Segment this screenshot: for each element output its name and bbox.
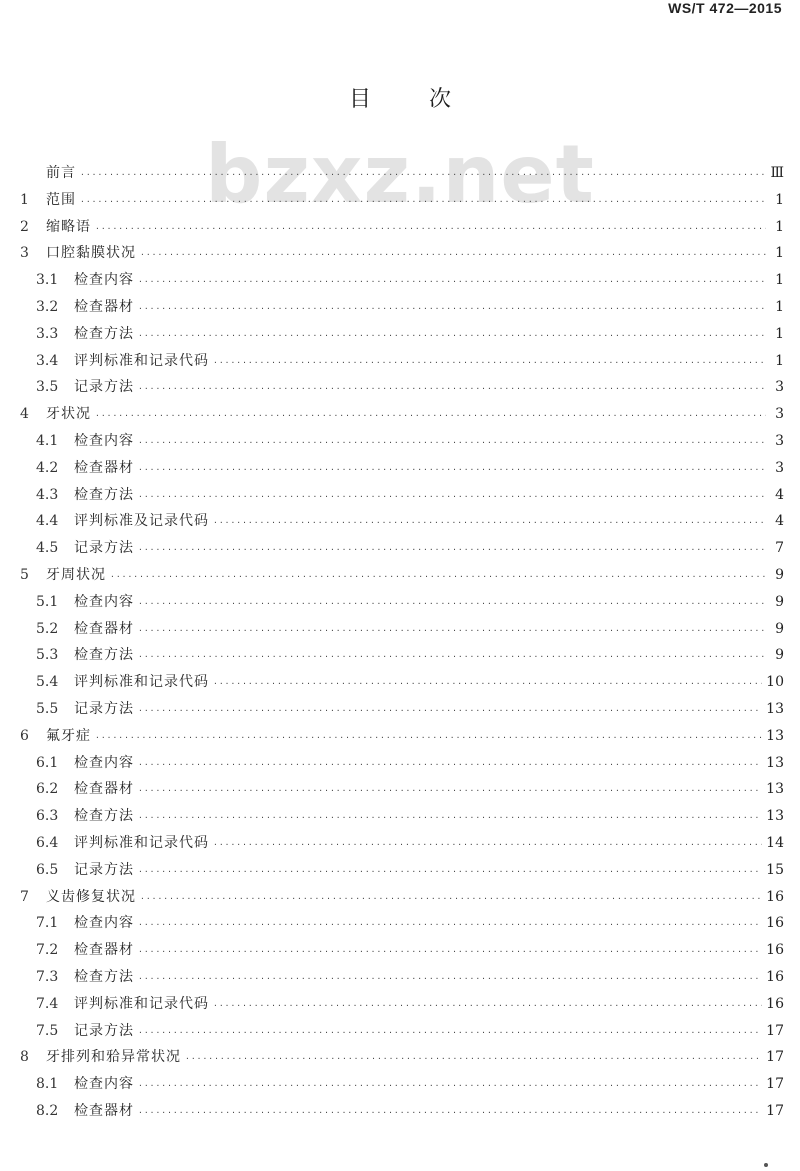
toc-entry-number: 4.1 [36, 432, 59, 449]
toc-entry-label: 检查方法 [74, 486, 134, 503]
toc-entry[interactable] [20, 589, 784, 616]
toc-entry-page: 16 [766, 888, 784, 905]
toc-entry-label: 记录方法 [74, 700, 134, 717]
toc-entry-number: 6.2 [36, 781, 59, 798]
toc-entry-page: 16 [766, 942, 784, 959]
toc-entry-label: 口腔黏膜状况 [46, 245, 136, 262]
toc-entry[interactable] [20, 187, 784, 214]
toc-entry-page: 3 [775, 406, 784, 423]
toc-dot-leader [138, 805, 762, 831]
toc-entry[interactable] [20, 937, 784, 964]
toc-entry-number: 7.5 [36, 1022, 59, 1039]
toc-entry-label: 检查内容 [74, 1076, 134, 1093]
toc-entry-page: 13 [766, 781, 784, 798]
toc-entry[interactable] [20, 455, 784, 482]
toc-dot-leader [138, 323, 766, 349]
toc-entry-label: 检查器材 [74, 942, 134, 959]
toc-entry-number: 5.4 [36, 674, 59, 691]
toc-entry-label: 记录方法 [74, 379, 134, 396]
toc-entry-number: 6.4 [36, 834, 59, 851]
toc-entry[interactable] [20, 884, 784, 911]
toc-entry[interactable] [20, 482, 784, 509]
toc-entry-label: 前言 [46, 165, 76, 181]
toc-entry[interactable] [20, 562, 784, 589]
toc-entry-page: 3 [775, 432, 784, 449]
toc-entry-number: 5.1 [36, 593, 59, 610]
toc-entry[interactable] [20, 1098, 784, 1125]
toc-entry-label: 检查方法 [74, 968, 134, 985]
toc-entry-number: 5.2 [36, 620, 59, 637]
toc-entry-number: 2 [20, 218, 29, 235]
toc-entry-label: 范围 [46, 191, 76, 208]
toc-entry-label: 检查方法 [74, 325, 134, 342]
toc-dot-leader [80, 189, 766, 215]
toc-entry-number: 4.2 [36, 459, 59, 476]
toc-entry[interactable] [20, 535, 784, 562]
toc-entry[interactable] [20, 428, 784, 455]
toc-dot-leader [138, 430, 766, 456]
toc-entry-page: 4 [775, 486, 784, 503]
toc-dot-leader [138, 912, 762, 938]
toc-entry-page: 1 [775, 298, 784, 315]
toc-entry-page: 9 [775, 647, 784, 664]
toc-entry-label: 检查方法 [74, 647, 134, 664]
toc-entry-page: 13 [766, 727, 784, 744]
toc-dot-leader [213, 993, 762, 1019]
toc-entry[interactable] [20, 776, 784, 803]
toc-entry-page: 9 [775, 620, 784, 637]
toc-entry[interactable] [20, 616, 784, 643]
toc-dot-leader [138, 1020, 762, 1046]
toc-dot-leader [138, 591, 766, 617]
toc-dot-leader [138, 269, 766, 295]
toc-entry-page: 13 [766, 700, 784, 717]
toc-entry-label: 检查内容 [74, 754, 134, 771]
toc-entry[interactable] [20, 991, 784, 1018]
toc-entry-number: 5.3 [36, 647, 59, 664]
toc-entry-label: 记录方法 [74, 861, 134, 878]
toc-title-char-2: 次 [429, 87, 452, 112]
toc-entry-label: 检查器材 [74, 1102, 134, 1119]
toc-entry-number: 3.1 [36, 272, 59, 289]
toc-entry[interactable] [20, 240, 784, 267]
toc-entry-page: 17 [766, 1049, 784, 1066]
toc-entry-label: 检查内容 [74, 272, 134, 289]
toc-entry-number: 7.3 [36, 968, 59, 985]
toc-dot-leader [138, 752, 762, 778]
toc-entry-number: 6.5 [36, 861, 59, 878]
toc-entry-label: 缩略语 [46, 218, 91, 235]
toc-dot-leader [110, 564, 766, 590]
toc-entry-page: 3 [775, 379, 784, 396]
toc-entry[interactable] [20, 401, 784, 428]
toc-entry-number: 4.4 [36, 513, 59, 530]
page-corner-mark [764, 1163, 768, 1167]
toc-entry-label: 检查内容 [74, 593, 134, 610]
toc-entry-page: 17 [766, 1022, 784, 1039]
toc-entry-label: 牙状况 [46, 406, 91, 423]
toc-dot-leader [138, 939, 762, 965]
toc-entry-label: 检查内容 [74, 915, 134, 932]
toc-entry-label: 氟牙症 [46, 727, 91, 744]
toc-entry-page: 3 [775, 459, 784, 476]
toc-dot-leader [95, 725, 762, 751]
toc-entry-page: 16 [766, 995, 784, 1012]
toc-entry-number: 8.1 [36, 1076, 59, 1093]
toc-entry-page: 10 [766, 674, 784, 691]
toc-entry-number: 5.5 [36, 700, 59, 717]
toc-entry[interactable] [20, 1018, 784, 1045]
toc-entry[interactable] [20, 267, 784, 294]
toc-entry-label: 评判标准和记录代码 [74, 834, 209, 851]
toc-entry[interactable] [20, 321, 784, 348]
toc-entry[interactable] [20, 964, 784, 991]
toc-dot-leader [185, 1046, 762, 1072]
toc-entry-label: 检查器材 [74, 781, 134, 798]
toc-entry-number: 4.5 [36, 540, 59, 557]
toc-dot-leader [140, 886, 762, 912]
toc-entry[interactable] [20, 803, 784, 830]
toc-entry-label: 检查器材 [74, 298, 134, 315]
toc-entry[interactable] [20, 669, 784, 696]
toc-entry-number: 3.4 [36, 352, 59, 369]
toc-entry[interactable] [20, 857, 784, 884]
toc-dot-leader [213, 671, 762, 697]
toc-entry-page: 17 [766, 1102, 784, 1119]
toc-dot-leader [213, 510, 766, 536]
toc-entry-label: 评判标准及记录代码 [74, 513, 209, 530]
toc-entry-page: 7 [775, 540, 784, 557]
toc-entry-number: 7.2 [36, 942, 59, 959]
toc-entry-number: 3.3 [36, 325, 59, 342]
toc-entry[interactable] [20, 294, 784, 321]
toc-entry-page: 1 [775, 218, 784, 235]
toc-entry[interactable] [20, 696, 784, 723]
toc-dot-leader [95, 403, 766, 429]
toc-entry-number: 7.4 [36, 995, 59, 1012]
toc-dot-leader [213, 350, 766, 376]
toc-entry[interactable] [20, 160, 784, 187]
toc-entry-page: 17 [766, 1076, 784, 1093]
toc-entry-label: 检查方法 [74, 808, 134, 825]
toc-dot-leader [138, 618, 766, 644]
toc-dot-leader [138, 778, 762, 804]
toc-entry-page: 15 [766, 861, 784, 878]
toc-entry-page: 13 [766, 808, 784, 825]
toc-entry-page: Ⅲ [770, 165, 784, 181]
toc-dot-leader [138, 537, 766, 563]
toc-entry[interactable] [20, 830, 784, 857]
toc-entry-page: 1 [775, 245, 784, 262]
toc-entry-page: 9 [775, 593, 784, 610]
toc-entry[interactable] [20, 214, 784, 241]
toc-entry-number: 3.5 [36, 379, 59, 396]
toc-entry-number: 3 [20, 245, 29, 262]
toc-entry-label: 检查器材 [74, 459, 134, 476]
toc-entry-number: 6.3 [36, 808, 59, 825]
toc-dot-leader [138, 698, 762, 724]
toc-entry[interactable] [20, 374, 784, 401]
toc-entry[interactable] [20, 1044, 784, 1071]
toc-entry-page: 1 [775, 352, 784, 369]
toc-entry-page: 16 [766, 915, 784, 932]
toc-entry[interactable] [20, 1071, 784, 1098]
toc-dot-leader [138, 1100, 762, 1126]
toc-entry-number: 4.3 [36, 486, 59, 503]
toc-entry[interactable] [20, 750, 784, 777]
toc-entry[interactable] [20, 508, 784, 535]
toc-dot-leader [213, 832, 762, 858]
toc-dot-leader [138, 484, 766, 510]
toc-entry[interactable] [20, 642, 784, 669]
toc-entry-page: 1 [775, 325, 784, 342]
toc-entry-label: 评判标准和记录代码 [74, 674, 209, 691]
toc-list [20, 160, 784, 1125]
toc-entry-page: 13 [766, 754, 784, 771]
toc-entry-number: 4 [20, 406, 29, 423]
toc-dot-leader [138, 296, 766, 322]
toc-title-char-1: 目 [348, 87, 371, 112]
toc-dot-leader [138, 859, 762, 885]
toc-dot-leader [138, 644, 766, 670]
toc-dot-leader [138, 1073, 762, 1099]
standard-code: WS/T 472—2015 [668, 0, 782, 16]
toc-entry-page: 4 [775, 513, 784, 530]
toc-entry-number: 8 [20, 1049, 29, 1066]
toc-entry-page: 1 [775, 272, 784, 289]
toc-dot-leader [140, 242, 766, 268]
toc-entry-number: 5 [20, 566, 29, 583]
toc-entry-label: 评判标准和记录代码 [74, 352, 209, 369]
toc-entry-number: 1 [20, 191, 29, 208]
toc-dot-leader [80, 162, 766, 188]
toc-dot-leader [138, 457, 766, 483]
toc-entry-page: 16 [766, 968, 784, 985]
toc-entry-number: 7 [20, 888, 29, 905]
toc-entry-number: 3.2 [36, 298, 59, 315]
toc-entry-label: 牙周状况 [46, 566, 106, 583]
toc-entry-label: 义齿修复状况 [46, 888, 136, 905]
toc-entry-number: 6 [20, 727, 29, 744]
toc-entry-page: 14 [766, 834, 784, 851]
toc-entry-number: 6.1 [36, 754, 59, 771]
toc-dot-leader [138, 376, 766, 402]
toc-entry-label: 评判标准和记录代码 [74, 995, 209, 1012]
toc-dot-leader [138, 966, 762, 992]
toc-entry-label: 检查内容 [74, 432, 134, 449]
toc-dot-leader [95, 216, 766, 242]
toc-entry-label: 记录方法 [74, 1022, 134, 1039]
toc-entry-page: 9 [775, 566, 784, 583]
toc-entry-label: 检查器材 [74, 620, 134, 637]
toc-entry[interactable] [20, 910, 784, 937]
toc-entry[interactable] [20, 723, 784, 750]
toc-entry-label: 记录方法 [74, 540, 134, 557]
toc-entry-page: 1 [775, 191, 784, 208]
toc-entry-number: 8.2 [36, 1102, 59, 1119]
watermark: bzxz.net [205, 128, 595, 221]
toc-title [0, 82, 800, 113]
toc-entry-number: 7.1 [36, 915, 59, 932]
toc-entry-label: 牙排列和𬌗异常状况 [46, 1049, 181, 1066]
toc-entry[interactable] [20, 348, 784, 375]
